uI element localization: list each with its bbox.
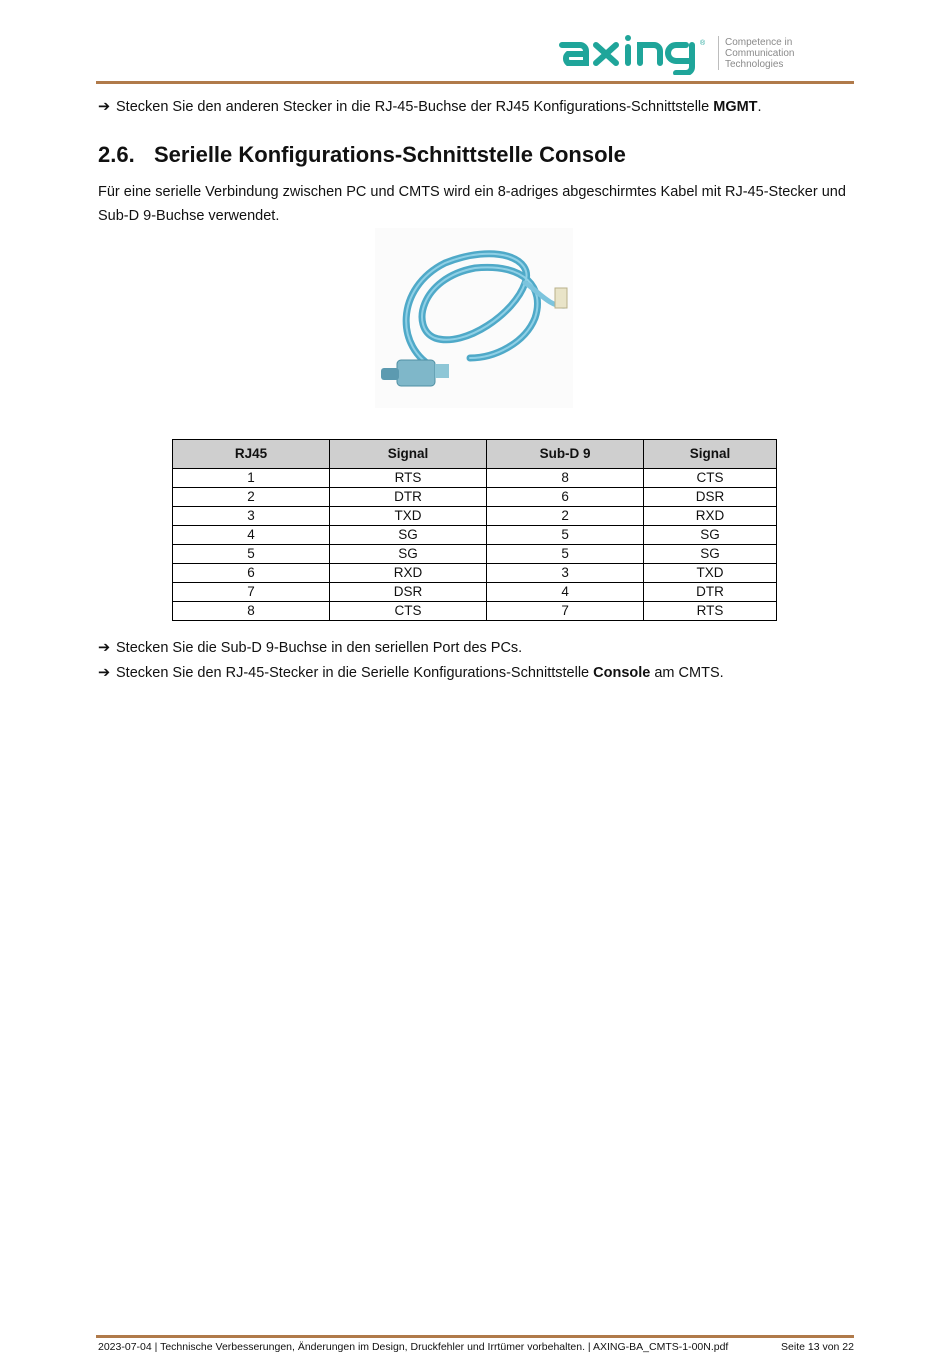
- table-cell: 2: [487, 507, 644, 526]
- table-cell: 8: [173, 602, 330, 621]
- table-cell: RTS: [644, 602, 777, 621]
- table-cell: SG: [644, 526, 777, 545]
- table-cell: 7: [487, 602, 644, 621]
- step-text: Stecken Sie den RJ-45-Stecker in die Serielle Konfigurations-Schnittstelle: [116, 665, 594, 681]
- table-cell: DSR: [644, 488, 777, 507]
- section-number: 2.6.: [98, 142, 135, 167]
- instruction-step: [98, 661, 724, 685]
- table-cell: 4: [487, 583, 644, 602]
- step-text-end: .: [757, 99, 762, 115]
- table-cell: 6: [173, 564, 330, 583]
- step-bold: Console: [593, 665, 651, 681]
- tagline-line: Technologies: [725, 59, 784, 70]
- table-cell: 5: [487, 526, 644, 545]
- header-rule: [96, 81, 854, 84]
- table-cell: CTS: [644, 469, 777, 488]
- table-cell: RTS: [330, 469, 487, 488]
- pin-assignment-table: [172, 439, 777, 621]
- table-row: [173, 545, 777, 564]
- intro-paragraph: Für eine serielle Verbindung zwischen PC und CMTS wird ein 8-adriges abgeschirmtes Kabel mit RJ-45-Stecker und Sub-D 9-Buchse verwendet.: [98, 184, 846, 224]
- logo-separator: [718, 36, 719, 70]
- table-cell: 3: [173, 507, 330, 526]
- table-cell: 3: [487, 564, 644, 583]
- arrow-icon: ➔: [98, 665, 111, 681]
- table-cell: 7: [173, 583, 330, 602]
- table-row: [173, 564, 777, 583]
- arrow-icon: ➔: [98, 99, 111, 115]
- table-row: [173, 526, 777, 545]
- table-cell: SG: [644, 545, 777, 564]
- table-cell: SG: [330, 545, 487, 564]
- table-row: [173, 488, 777, 507]
- svg-text:®: ®: [700, 40, 706, 47]
- table-cell: 6: [487, 488, 644, 507]
- table-cell: 1: [173, 469, 330, 488]
- column-header: Sub-D 9: [487, 440, 644, 469]
- logo-tagline: [725, 37, 794, 70]
- table-cell: TXD: [644, 564, 777, 583]
- table-cell: RXD: [330, 564, 487, 583]
- step-bold: MGMT: [713, 99, 758, 115]
- table-cell: SG: [330, 526, 487, 545]
- column-header: Signal: [644, 440, 777, 469]
- table-row: [173, 469, 777, 488]
- table-cell: 5: [173, 545, 330, 564]
- step-text: Stecken Sie die Sub-D 9-Buchse in den seriellen Port des PCs.: [116, 640, 523, 656]
- arrow-icon: ➔: [98, 640, 111, 656]
- table-cell: DTR: [330, 488, 487, 507]
- table-cell: DTR: [644, 583, 777, 602]
- table-cell: 5: [487, 545, 644, 564]
- instruction-step: [98, 636, 522, 660]
- tagline-line: Communication: [725, 48, 795, 59]
- section-heading: [98, 142, 626, 168]
- console-cable-image: [375, 228, 573, 408]
- table-cell: 4: [173, 526, 330, 545]
- step-text-end: am CMTS.: [650, 665, 724, 681]
- table-row: [173, 602, 777, 621]
- table-row: [173, 507, 777, 526]
- footer-rule: [96, 1335, 854, 1338]
- table-cell: CTS: [330, 602, 487, 621]
- table-row: [173, 583, 777, 602]
- table-header-row: [173, 440, 777, 469]
- step-text: Stecken Sie den anderen Stecker in die RJ-45-Buchse der RJ45 Konfigurations-Schnittstelle: [116, 99, 714, 115]
- table-cell: TXD: [330, 507, 487, 526]
- axing-wordmark: [558, 33, 714, 75]
- column-header: Signal: [330, 440, 487, 469]
- tagline-line: Competence in: [725, 37, 793, 48]
- section-title: Serielle Konfigurations-Schnittstelle Console: [154, 142, 626, 167]
- footer-note: 2023-07-04 | Technische Verbesserungen, Änderungen im Design, Druckfehler und Irrtümer vorbehalten. | AXING-BA_CMTS-1-00N.pdf: [98, 1341, 729, 1353]
- table-cell: 2: [173, 488, 330, 507]
- table-cell: DSR: [330, 583, 487, 602]
- axing-logo: [558, 33, 858, 75]
- page-number: Seite 13 von 22: [781, 1341, 854, 1353]
- table-cell: 8: [487, 469, 644, 488]
- instruction-step: [98, 95, 762, 119]
- column-header: RJ45: [173, 440, 330, 469]
- table-cell: RXD: [644, 507, 777, 526]
